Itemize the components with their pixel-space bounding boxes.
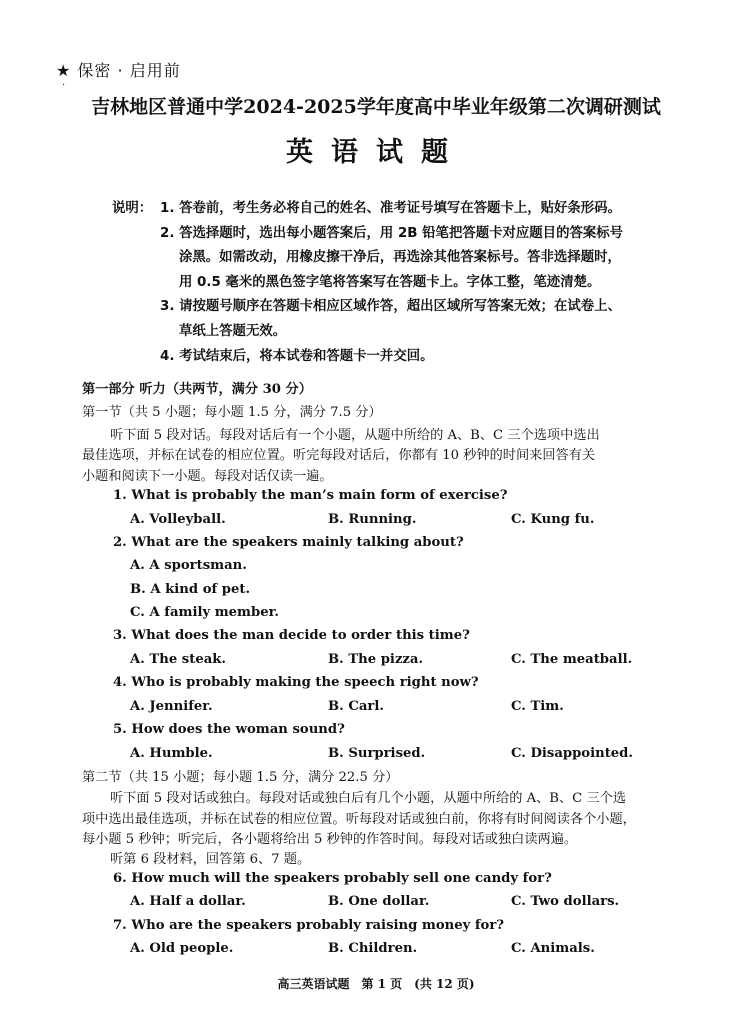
option-a: A. Volleyball. <box>130 512 226 527</box>
section2-instructions: 项中选出最佳选项，并标在试卷的相应位置。听每段对话或独白前，你将有时间阅读各个小题， <box>82 812 636 827</box>
note-item: 草纸上答题无效。 <box>179 323 287 339</box>
option-c: C. Two dollars. <box>511 894 620 909</box>
question-text: 6. How much will the speakers probably sell one candy for? <box>113 871 552 886</box>
exam-title: 吉林地区普通中学2024-2025学年度高中毕业年级第二次调研测试 <box>91 96 661 118</box>
section2-instructions: 听下面 5 段对话或独白。每段对话或独白后有几个小题，从题中所给的 A、B、C 三个选 <box>110 791 627 806</box>
option-b: B. A kind of pet. <box>130 582 251 597</box>
question-text: 5. How does the woman sound? <box>113 722 345 737</box>
note-item: 涂黑。如需改动，用橡皮擦干净后，再选涂其他答案标号。答非选择题时， <box>179 250 621 266</box>
notes-label: 说明： <box>112 201 153 216</box>
option-a: A. Jennifer. <box>130 699 213 714</box>
note-item: 2. 答选择题时，选出每小题答案后，用 2B 铅笔把答题卡对应题目的答案标号 <box>160 225 624 241</box>
note-item: 1. 答卷前，考生务必将自己的姓名、准考证号填写在答题卡上，贴好条形码。 <box>160 201 621 216</box>
note-item: 3. 请按题号顺序在答题卡相应区域作答，超出区域所写答案无效；在试卷上、 <box>160 299 621 315</box>
option-c: C. Kung fu. <box>511 512 595 527</box>
subject-title: 英语试题 <box>286 137 466 168</box>
question-text: 2. What are the speakers mainly talking about? <box>113 535 464 550</box>
option-c: C. Tim. <box>511 699 564 714</box>
option-a: A. Half a dollar. <box>130 894 246 909</box>
option-b: B. Running. <box>328 512 417 527</box>
option-b: B. Carl. <box>328 699 384 714</box>
option-a: A. A sportsman. <box>130 558 247 573</box>
part1-heading: 第一部分 听力（共两节，满分 30 分） <box>82 382 312 397</box>
option-a: A. Humble. <box>130 746 213 761</box>
option-a: A. The steak. <box>130 652 226 667</box>
option-c: C. Animals. <box>511 941 595 956</box>
option-b: B. Surprised. <box>328 746 426 761</box>
option-b: B. The pizza. <box>328 652 424 667</box>
option-b: B. One dollar. <box>328 894 430 909</box>
question-text: 7. Who are the speakers probably raising money for? <box>113 918 505 933</box>
note-item: 用 0.5 毫米的黑色签字笔将答案写在答题卡上。字体工整，笔迹清楚。 <box>179 274 601 290</box>
section1-instructions: 小题和阅读下一小题。每段对话仅读一遍。 <box>82 469 333 484</box>
page-footer: 高三英语试题 第 1 页 (共 12 页) <box>277 977 475 991</box>
small-dot: · <box>62 80 66 91</box>
option-c: C. A family member. <box>130 605 279 620</box>
option-a: A. Old people. <box>130 941 234 956</box>
option-b: B. Children. <box>328 941 418 956</box>
confidential-label: ★ 保密 · 启用前 <box>56 61 181 80</box>
option-c: C. The meatball. <box>511 652 633 667</box>
section2-instructions: 听第 6 段材料，回答第 6、7 题。 <box>110 852 311 867</box>
section1-instructions: 听下面 5 段对话。每段对话后有一个小题，从题中所给的 A、B、C 三个选项中选出 <box>110 428 600 443</box>
section1-instructions: 最佳选项，并标在试卷的相应位置。听完每段对话后，你都有 10 秒钟的时间来回答有关 <box>82 448 596 463</box>
question-text: 4. Who is probably making the speech right now? <box>113 675 479 690</box>
note-item: 4. 考试结束后，将本试卷和答题卡一并交回。 <box>160 348 434 364</box>
section1-heading: 第一节（共 5 小题；每小题 1.5 分，满分 7.5 分） <box>82 405 382 420</box>
instructions-notes <box>112 197 623 369</box>
option-c: C. Disappointed. <box>511 746 633 761</box>
section2-heading: 第二节（共 15 小题；每小题 1.5 分，满分 22.5 分） <box>82 770 399 785</box>
question-text: 3. What does the man decide to order this time? <box>113 628 470 643</box>
section2-instructions: 每小题 5 秒钟；听完后，各小题将给出 5 秒钟的作答时间。每段对话或独白读两遍。 <box>82 832 578 847</box>
question-text: 1. What is probably the man’s main form of exercise? <box>113 488 508 503</box>
